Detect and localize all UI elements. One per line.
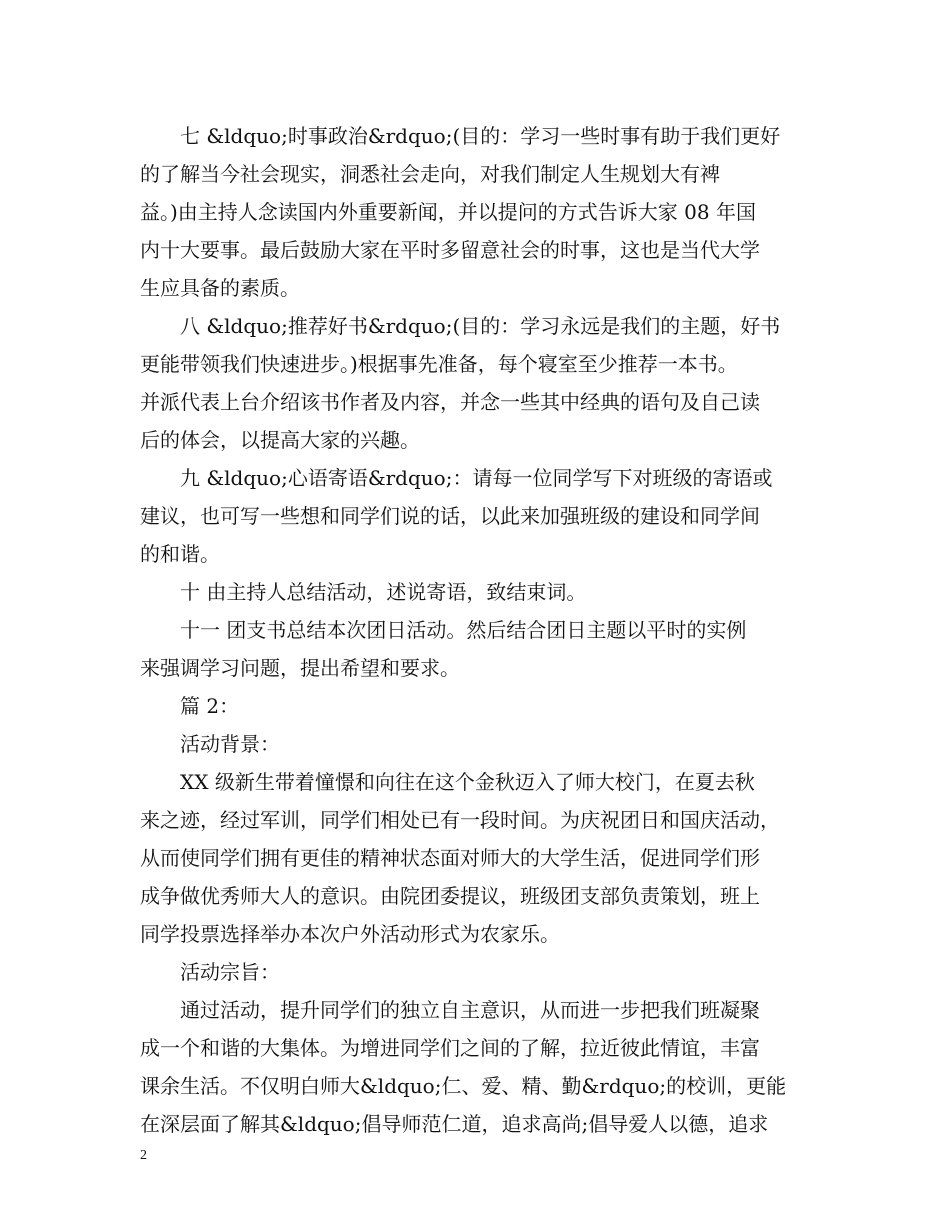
text-line: 益。)由主持人念读国内外重要新闻，并以提问的方式告诉大家 08 年国: [140, 200, 756, 224]
text-line: 成一个和谐的大集体。为增进同学们之间的了解，拉近彼此情谊，丰富: [140, 1036, 760, 1060]
text-line: 十一 团支书总结本次团日活动。然后结合团日主题以平时的实例: [180, 618, 747, 642]
page-number: 2: [140, 1148, 147, 1163]
text-line: XX 级新生带着憧憬和向往在这个金秋迈入了师大校门，在夏去秋: [180, 770, 755, 794]
text-line: 九 &ldquo;心语寄语&rdquo;：请每一位同学写下对班级的寄语或: [180, 466, 773, 490]
text-line: 八 &ldquo;推荐好书&rdquo;(目的：学习永远是我们的主题，好书: [180, 314, 781, 338]
section-heading: 活动背景：: [180, 732, 280, 756]
text-line: 的了解当今社会现实，洞悉社会走向，对我们制定人生规划大有裨: [140, 162, 720, 186]
section-heading: 篇 2：: [180, 694, 240, 718]
text-line: 课余生活。不仅明白师大&ldquo;仁、爱、精、勤&rdquo;的校训，更能: [140, 1074, 787, 1098]
text-line: 内十大要事。最后鼓励大家在平时多留意社会的时事，这也是当代大学: [140, 238, 760, 262]
text-line: 来之迹，经过军训，同学们相处已有一段时间。为庆祝团日和国庆活动，: [140, 808, 780, 832]
text-line: 更能带领我们快速进步。)根据事先准备，每个寝室至少推荐一本书。: [140, 352, 738, 376]
section-heading: 活动宗旨：: [180, 960, 280, 984]
text-line: 通过活动，提升同学们的独立自主意识，从而进一步把我们班凝聚: [180, 998, 760, 1022]
text-line: 十 由主持人总结活动，述说寄语，致结束词。: [180, 580, 587, 604]
text-line: 在深层面了解其&ldquo;倡导师范仁道，追求高尚;倡导爱人以德，追求: [140, 1112, 769, 1136]
document-body: [140, 121, 815, 1147]
text-line: 来强调学习问题，提出希望和要求。: [140, 656, 460, 680]
text-line: 后的体会，以提高大家的兴趣。: [140, 428, 420, 452]
text-line: 同学投票选择举办本次户外活动形式为农家乐。: [140, 922, 560, 946]
text-line: 生应具备的素质。: [140, 276, 300, 300]
text-line: 从而使同学们拥有更佳的精神状态面对师大的大学生活，促进同学们形: [140, 846, 760, 870]
text-line: 成争做优秀师大人的意识。由院团委提议，班级团支部负责策划，班上: [140, 884, 760, 908]
text-line: 七 &ldquo;时事政治&rdquo;(目的：学习一些时事有助于我们更好: [180, 124, 781, 148]
text-line: 并派代表上台介绍该书作者及内容，并念一些其中经典的语句及自己读: [140, 390, 760, 414]
text-line: 的和谐。: [140, 542, 220, 566]
text-line: 建议，也可写一些想和同学们说的话，以此来加强班级的建设和同学间: [140, 504, 760, 528]
